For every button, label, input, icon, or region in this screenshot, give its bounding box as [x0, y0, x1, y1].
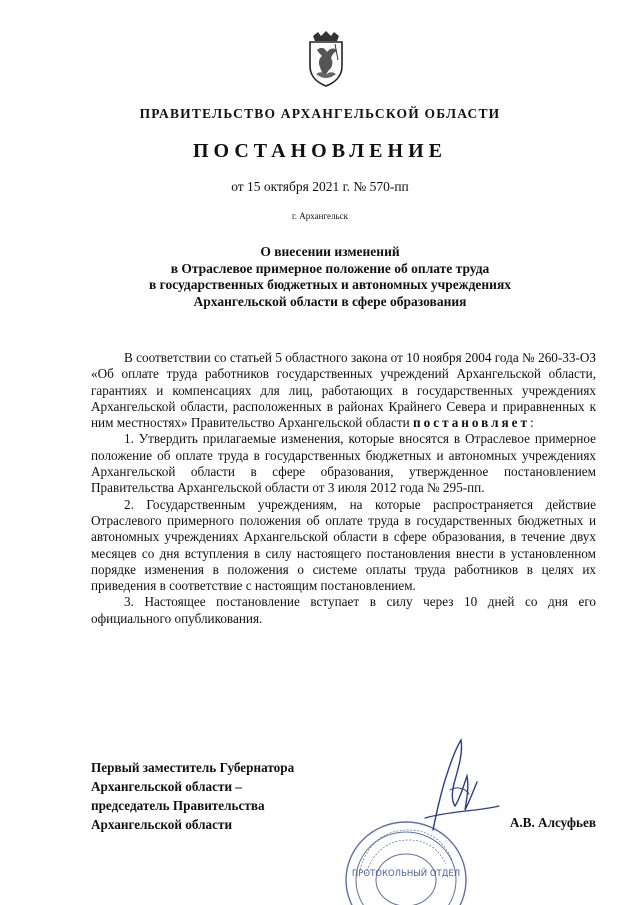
subject-line: в государственных бюджетных и автономных учреждениях — [149, 277, 511, 292]
preamble-paragraph — [91, 350, 596, 431]
government-title: ПРАВИТЕЛЬСТВО АРХАНГЕЛЬСКОЙ ОБЛАСТИ — [139, 106, 501, 121]
document-subject — [80, 244, 580, 310]
stamp-text-line-1: ПРОТОКОЛЬНЫЙ ОТДЕЛ — [351, 869, 461, 879]
document-body — [91, 350, 596, 627]
subject-line: О внесении изменений — [260, 244, 400, 259]
subject-line: Архангельской области в сфере образования — [193, 293, 467, 309]
item-paragraph-1: 1. Утвердить прилагаемые изменения, которые вносятся в Отраслевое примерное положение об оплате труда в государственных бюджетных и автономных учреждениях Архангельской области в сфере образования, утвержденное постановлением Правительства Архангельской области от 3 июля 2012 года № 295-пп. — [91, 431, 596, 496]
subject-line: в Отраслевое примерное положение об оплате труда — [170, 260, 490, 276]
decree-word: постановляет — [413, 415, 530, 431]
document-date-number: от 15 октября 2021 г. № 570-пп — [231, 179, 409, 194]
document-type: ПОСТАНОВЛЕНИЕ — [193, 140, 447, 162]
item-paragraph-2: 2. Государственным учреждениям, на которые распространяется действие Отраслевого примерного положения об оплате труда в государственных бюджетных и автономных учреждениях Архангельской области в сфере образования, в течение двух месяцев со дня вступления в силу настоящего постановления внести в установленном порядке изменения в положения о системе оплаты труда работников в целях их приведения в соответствие с настоящим постановлением. — [91, 496, 596, 594]
signer-position-line: Архангельской области — [91, 817, 233, 832]
preamble-text: В соответствии со статьей 5 областного закона от 10 ноября 2004 года № 260-33-ОЗ «Об оплате труда работников государственных учреждений Архангельской области, гарантиях и компенсациях для лиц, работающих в государственных учреждениях Архангельской области, расположенных в районах Крайнего Севера и приравненных к ним местностях» Правительство Архангельской области — [91, 350, 596, 431]
signer-name: А.В. Алсуфьев — [509, 815, 596, 830]
document-city: г. Архангельск — [292, 211, 348, 221]
item-paragraph-3: 3. Настоящее постановление вступает в силу через 10 дней со дня его официального опубликования. — [91, 594, 596, 626]
signer-position-line: председатель Правительства — [91, 798, 265, 813]
decree-colon: : — [530, 415, 534, 431]
coat-of-arms-icon — [304, 30, 348, 88]
signer-position-line: Архангельской области – — [91, 779, 242, 794]
signer-position — [91, 758, 294, 834]
signer-position-line: Первый заместитель Губернатора — [91, 760, 295, 775]
official-stamp-icon — [338, 800, 468, 905]
